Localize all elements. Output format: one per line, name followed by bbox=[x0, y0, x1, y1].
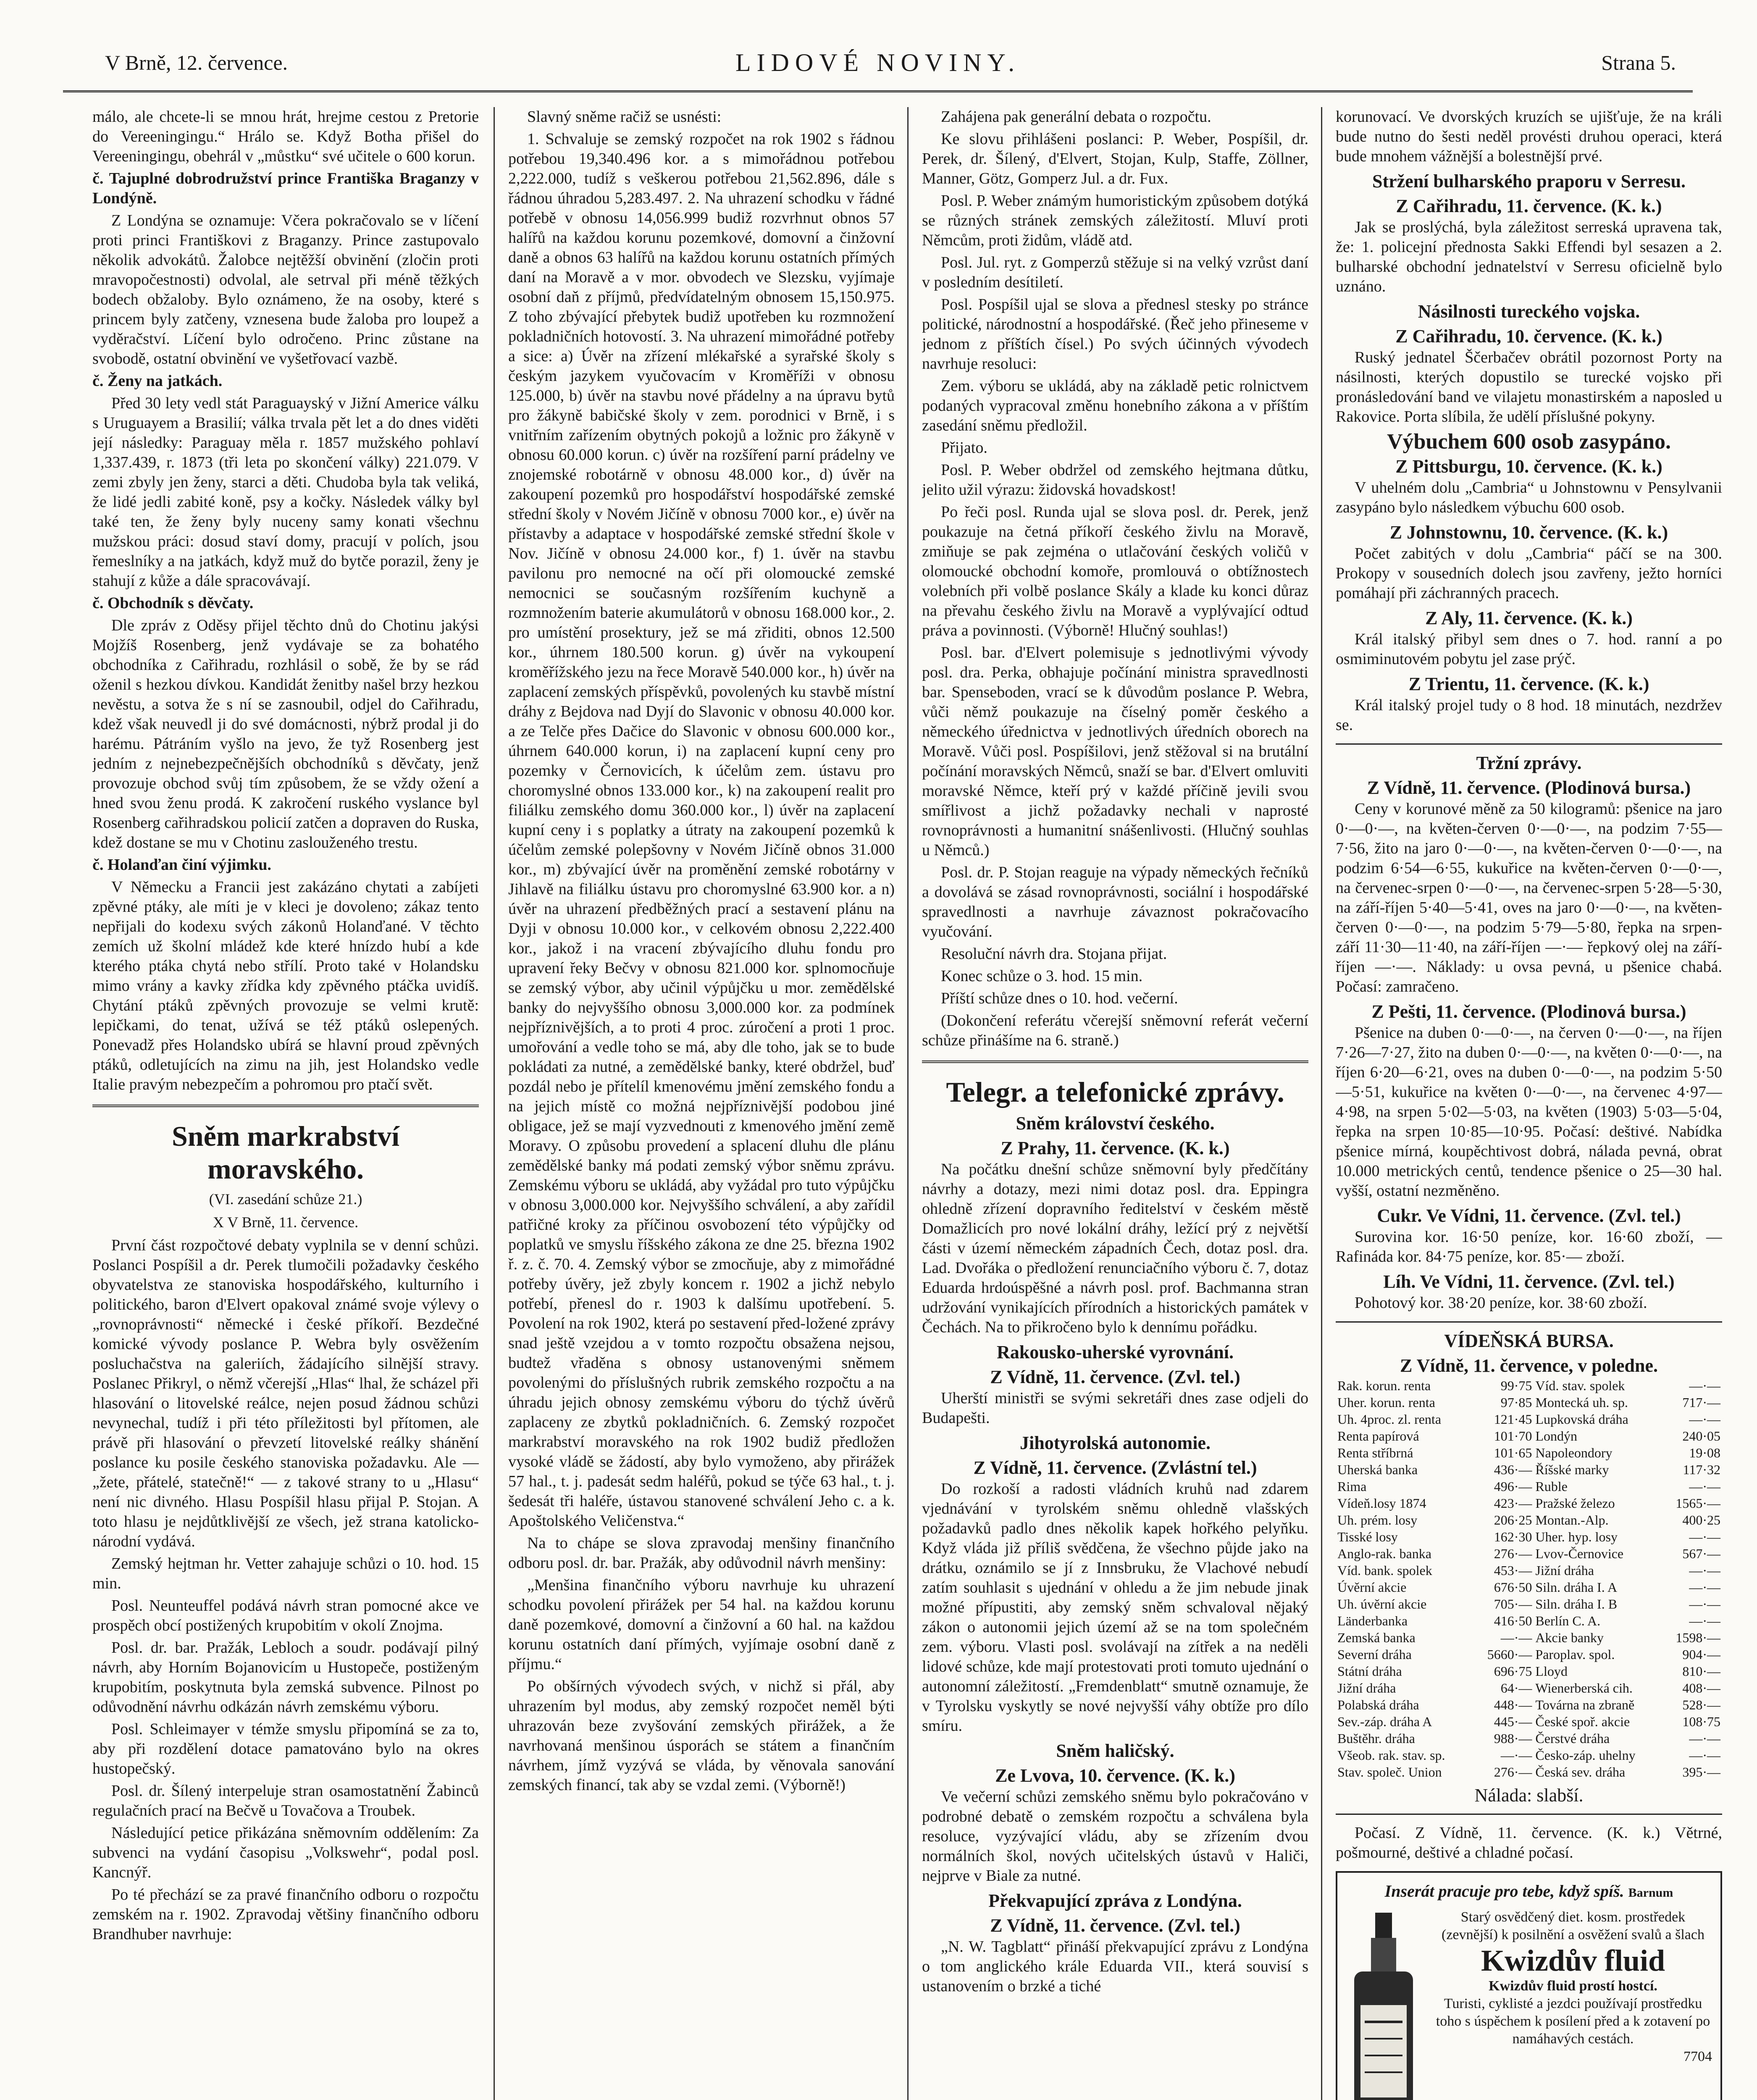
bourse-value: 99·75 bbox=[1500, 1378, 1532, 1393]
article-text: Po té přechází se za pravé finančního odboru o rozpočtu zemském na r. 1902. Zpravodaj většiny finančního odboru Brandhuber navrhuje: bbox=[92, 1886, 479, 1943]
article-text: Počet zabitých v dolu „Cambria“ páčí se na 300. Prokopy v sousedních dolech jsou zavřeny, ježto horníci pomáhají při záchranných pracech. bbox=[1336, 545, 1722, 602]
article-text: Ke slovu přihlášeni poslanci: P. Weber, Pospíšil, dr. Perek, dr. Šílený, d'Elvert, Stojan, Kulp, Staffe, Zöllner, Manner, Götz, Gomperz Jul. a dr. Fux. bbox=[922, 130, 1308, 187]
news-dateline: Z Pešti, 11. července. (Plodinová bursa.) bbox=[1371, 1001, 1686, 1022]
news-dateline: Z Cařihradu, 11. července. (K. k.) bbox=[1396, 196, 1662, 216]
bourse-value: 101·70 bbox=[1494, 1428, 1532, 1444]
bourse-row bbox=[1336, 1747, 1722, 1764]
bourse-row bbox=[1336, 1646, 1722, 1663]
article-heading: č. Tajuplné dobrodružství prince Františka Braganzy v Londýně. bbox=[92, 170, 479, 207]
article-text: málo, ale chcete-li se mnou hrát, hrejme cestou z Pretorie do Vereeningingu.“ Hrálo se. Když Botha přišel do Vereeningingu, obehrál v „můstku“ své učitele o 600 korun. bbox=[92, 108, 479, 165]
column-4 bbox=[1336, 107, 1722, 2100]
news-dateline: Z Cařihradu, 10. července. (K. k.) bbox=[1395, 326, 1662, 346]
bourse-row bbox=[1336, 1680, 1722, 1696]
article-text: „Menšina finančního výboru navrhuje ku uhrazení schodku povolení přirážek per 54 hal. na každou korunu daně pozemkové, domovní a činžovní a 60 hal. na každou korunu ostatních daní přímých, vyjímaje osobní daně z příjmu.“ bbox=[508, 1576, 895, 1673]
bourse-item: Renta stříbrná bbox=[1337, 1445, 1413, 1460]
bourse-value: 904·— bbox=[1682, 1647, 1720, 1662]
news-dateline: Ze Lvova, 10. července. (K. k.) bbox=[995, 1765, 1235, 1786]
article-text: 1. Schvaluje se zemský rozpočet na rok 1902 s řádnou potřebou 19,340.496 kor. a s mimořádnou potřebou 2,222.000, tudíž s veškerou potřebou 21,562.896, dále s řádnou úhradou 5,283.497. 2. Na uhrazení schodku v řádné potřebě v obnosu 14,056.999 budiž rozvrhnut obnos 57 halířů na každou korunu pozemkové, domovní a činžovní daně a obnos 63 halířů na každou korunu ostatních přímých daní na Moravě a v mor. obvodech ve Slezsku, vyjímaje osobní daň z příjmů, předvídatelným obnosem 15,150.975. Z toho zbývající přebytek budiž upotřeben ku rozmnožení pokladničních hotovostí. 3. Na uhrazení mimořádné potřeby a sice: a) Úvěr na zřízení mlékařské a syrařské školy s českým jazykem vyučovacím v Kroměříži v obnosu 125.000, b) úvěr na stavbu nové přádelny a na úpravu bytů pro žákyně babičské školy v zem. porodnici v Brně, i s vnitřním zařízením obytných pokojů a ložnic pro žákyně v obnosu 60.000 korun. c) úvěr na rozšíření parní prádelny ve znojemské robotárně v obnosu 48.000 kor., d) úvěr na zakoupení pozemků pro hospodářství hospodářské zemské střední školy v Novém Jičíně v obnosu 7000 kor., e) úvěr na přístavby a adaptace v hospodářské zemské střední škole v Nov. Jičíně v obnosu 24.000 kor., f) 1. úvěr na stavbu pavilonu pro nemocné na očí při olomoucké zemské nemocnici se současným rozšířením kuchyně a rozmnožením baterie akumulátorů v obnosu 168.000 kor., 2. pro umístění prosektury, jež se má zřiditi, obnos 12.500 kor., úhrnem 180.500 korun. g) úvěr na vykoupení kroměřížského jezu na řece Moravě 540.000 kor., h) úvěr na zaplacení zemských příspěvků, povolených ku stavbě místní dráhy z Bejdova nad Dyjí do Slavonic v obnosu 40.000 kor. a ze Telče přes Dačice do Slavonic v obnosu 600.000 kor., úhrnem 640.000 korun, i) na zaplacení kupní ceny pro pozemky v Černovicích, k účelům zem. ústavu pro choromyslné obnos 133.000 kor., k) na zakoupení realit pro filiálku zemského domu 360.000 kor., l) úvěr na zaplacení kupní ceny i s poplatky a útraty na zakoupení pozemků k účelům zemské polepšovny v Novém Jičíně obnos 31.000 kor., m) zbývající úvěr na proměnění zemské robotárny v Jihlavě na filiálku ústavu pro choromyslné 63.900 kor. a n) úvěr na uhrazení předběžných prací a sestavení plánu na Dyji v obnosu 10.000 kor., v celkovém obnosu 2,222.400 kor., jakož i na vracení zbývajícího dluhu fondu pro upravení řeky Bečvy v obnosu 821.000 kor. splnomocňuje se zemský výbor, aby učinil výpůjčku u mor. zemědělské banky do nejvyššího obnosu 3,000.000 kor. za podmínek nejpříznivějších, a to proti 4 proc. zúročení a proti 1 proc. umořování a vedle toho se má, aby dle toho, jak se to bude pokládati za nutné, a zemědělské banky, které obdržel, buď pozdál nebo je přítelíl kmenovému jmění zemského fondu a na jejich místě co možná nejpříznivější podobou jiné obligace, jež se mají vyzvednouti z kmenového jmění země Moravy. O způsobu provedení a splacení dluhu dle plánu zemědělské banky má podati zemský výbor sněmu zprávu. Zemskému výboru se ukládá, aby vyžádal pro tuto výpůjčku v obnosu 3,000.000 kor. Nejvyššího schválení, a aby zařídil patřičné kroky za příčinou osvobození této výpůjčky od poplatků ve smyslu říšského zákona ze dne 25. března 1902 ř. z. č. 70. 4. Zemský výbor se zmocňuje, aby z mimořádné potřeby úvěry, jež zbyly koncem r. 1902 a jichž nebylo potřebí, přenesl do r. 1903 k dalšímu upotřebení. 5. Povolení na rok 1902, která po sestavení před-ložené zprávy snad ještě vzejdou a v tomto rozpočtu obsažena nejsou, budtež vřaděna s obnosy ustanovenými sněmem povolenými do příslušných rubrik zemského rozpočtu a na úhradu jejich obnosy zemskému výboru do týchž úvěrů zaplaceny ze zbytků pokladničních. 6. Zemský rozpočet markrabství moravského na rok 1902 budiž předložen vysoké vládě se žádostí, aby bylo vymoženo, aby přirážek 57 hal., t. j. padesát sedm haléřů, pokud se týče 63 hal., t. j. šedesát tři haléře, ústavou stanovené schválení Jeho c. a k. Apoštolského Veličenstva.“ bbox=[508, 130, 895, 1530]
bourse-value: 276·— bbox=[1494, 1764, 1532, 1780]
ad-lead: Starý osvědčený diet. kosm. prostředek (zevnější) k posilnění a osvěžení svalů a šlach bbox=[1442, 1909, 1704, 1942]
bourse-value: 206·25 bbox=[1494, 1512, 1532, 1528]
article-text: Posl. dr. Šílený interpeluje stran osamostatnění Žabinců regulačních prací na Bečvě u Tovačova a Troubek. bbox=[92, 1782, 479, 1819]
news-heading: Výbuchem 600 osob zasypáno. bbox=[1387, 430, 1671, 454]
bourse-item: Stav. společ. Union bbox=[1337, 1764, 1442, 1780]
bourse-item: Renta papírová bbox=[1337, 1428, 1419, 1444]
article-text: Král italský projel tudy o 8 hod. 18 minutách, nezdržev se. bbox=[1336, 696, 1722, 734]
news-heading: Překvapující zpráva z Londýna. bbox=[988, 1890, 1242, 1911]
news-dateline: Z Vídně, 11. července. (Zvl. tel.) bbox=[990, 1367, 1240, 1387]
ad-slogan-author: Barnum bbox=[1628, 1886, 1673, 1900]
bourse-value: 436·— bbox=[1494, 1462, 1532, 1477]
section-divider bbox=[1336, 1814, 1722, 1815]
bourse-value: 445·— bbox=[1494, 1714, 1532, 1729]
column-divider bbox=[1321, 107, 1322, 2100]
article-text: Posl. P. Weber známým humoristickým způsobem dotýká se různých stránek zemských záležitostí. Mluví proti Němcům, proti židům, vládě atd. bbox=[922, 192, 1308, 249]
bourse-item: Siln. dráha I. A bbox=[1535, 1580, 1618, 1595]
bourse-item: Severní dráha bbox=[1337, 1647, 1412, 1662]
bourse-value: 64·— bbox=[1500, 1680, 1532, 1696]
article-text: Ve večerní schůzi zemského sněmu bylo pokračováno v podrobné debatě o zemském rozpočtu a schválena byla resoluce, vyzývající vládu, aby se zřízením dvou normálních škol, nových učitelských ústavů v Haliči, nejprve v Biale za nutné. bbox=[922, 1788, 1308, 1885]
bourse-row bbox=[1336, 1696, 1722, 1713]
article-heading: č. Ženy na jatkách. bbox=[92, 372, 223, 390]
bourse-value: 528·— bbox=[1682, 1697, 1720, 1712]
bourse-item: Česko-záp. uhelny bbox=[1535, 1748, 1636, 1763]
bourse-value: 988·— bbox=[1494, 1731, 1532, 1746]
article-text: Po obšírných vývodech svých, v nichž si přál, aby uhrazením byl modus, aby zemský rozpočet neměl býti uhrazován beze zvyšování zemských přirážek, a že navrhovaná menšinou úsporách se státem a finančním návrhem, jímž vyzývá se vláda, by věnovala sanování zemských financí, tak aby se vzdal zemi. (Výborně!) bbox=[508, 1677, 895, 1794]
article-text: Posl. bar. d'Elvert polemisuje s jednotlivými vývody posl. dra. Perka, obhajuje počínání ministra spravedlnosti bar. Spenseboden, vrací se k důvodům poslance P. Webra, vůči němž poukazuje na číselný poměr českého a německého úřednictva v jednotlivých úředních oborech na Moravě. Vůči posl. Pospíšilovi, jenž stěžoval si na brutální počínání moravských Němců, snaží se bar. d'Elvert omluviti moravské Němce, kteří prý v každé příčině jevili svou smířlivost a jichž požadavky nechali v naprosté rovnoprávnosti a humanitní snášenlivosti. (Hlučný souhlas u Němců.) bbox=[922, 644, 1308, 859]
article-text: V Německu a Francii jest zakázáno chytati a zabíjeti zpěvné ptáky, ale míti je v kleci je dovoleno; zákaz tento nepřijali do kodexu svých zákonů Holanďané. V těchto zemích už školní mládež kde které hnízdo hubí a kde kterého ptáka chytá nebo střílí. Proto také v Holandsku mimo vrány a kavky zřídka kdy zpěvného ptáčka uvidíš. Chytání ptáků zpěvných provozuje se velmi krutě: lepičkami, do tenat, užívá se též ptáků oslepených. Ponevadž přes Holandsko ubírá se hlavní proud zpěvných ptáků, odletujících na zimu na jih, jest Holandsko vedle Italie pravým nebezpečím a pohromou pro ptačí svět. bbox=[92, 878, 479, 1093]
bourse-table bbox=[1336, 1377, 1722, 1780]
bourse-item: Tisské losy bbox=[1337, 1529, 1398, 1544]
article-text: Na počátku dnešní schůze sněmovní byly předčítány návrhy a dotazy, mezi nimi dotaz posl. dra. Eppingra ohledně zřízení dopravního ředitelství v českém městě Domažlicích pro nové lokální dráhy, ležící prý z největší části v území německém západních Čech, dotaz posl. dra. Lad. Dvořáka o předložení renunciačního výboru č. 7, dotaz Eduarda hrdoúspěšné a návrh posl. prof. Bachmanna stran udržování vynikajících přírodních a historických památek v Čechách. Na to přikročeno bylo k dennímu pořádku. bbox=[922, 1160, 1308, 1336]
bourse-value: 453·— bbox=[1494, 1563, 1532, 1578]
article-text: Posl. Pospíšil ujal se slova a přednesl stesky po stránce politické, národnostní a hospodářské. (Řeč jeho přineseme v jednom z příštích čísel.) Po svých účinných vývodech navrhuje resoluci: bbox=[922, 296, 1308, 373]
bourse-item: Uher. hyp. losy bbox=[1535, 1529, 1618, 1544]
bourse-item: Berlín C. A. bbox=[1535, 1613, 1601, 1628]
bourse-item: Länderbanka bbox=[1337, 1613, 1408, 1628]
bourse-item: Čerstvé dráha bbox=[1535, 1731, 1610, 1746]
bourse-value: —·— bbox=[1500, 1630, 1532, 1645]
bourse-item: Paroplav. spol. bbox=[1535, 1647, 1615, 1662]
section-subtitle: (VI. zasedání schůze 21.) bbox=[209, 1191, 362, 1208]
article-text: Konec schůze o 3. hod. 15 min. bbox=[941, 967, 1143, 985]
bourse-row bbox=[1336, 1713, 1722, 1730]
article-heading: č. Holanďan činí výjimku. bbox=[92, 856, 271, 874]
news-dateline: Z Johnstownu, 10. července. (K. k.) bbox=[1389, 522, 1668, 543]
bourse-row bbox=[1336, 1394, 1722, 1411]
article-text: Posl. dr. P. Stojan reaguje na výpady německých řečníků a dovolává se zásad rovnoprávnosti, sociální i hospodářské spravedlnosti a navrhuje závaznost pokračovacího vyučování. bbox=[922, 864, 1308, 940]
bourse-row bbox=[1336, 1461, 1722, 1478]
ad-slogan-text: Inserát pracuje pro tebe, když spíš. bbox=[1384, 1882, 1624, 1900]
bourse-row bbox=[1336, 1629, 1722, 1646]
bourse-value: 448·— bbox=[1494, 1697, 1532, 1712]
article-text: Král italský přibyl sem dnes o 7. hod. ranní a po osmiminutovém pobytu jel zase prýč. bbox=[1336, 630, 1722, 668]
news-dateline: Z Trientu, 11. července. (K. k.) bbox=[1408, 674, 1649, 694]
bourse-value: 108·75 bbox=[1682, 1714, 1720, 1729]
dateline: X V Brně, 11. července. bbox=[213, 1214, 359, 1231]
news-heading: Násilnosti tureckého vojska. bbox=[1418, 301, 1640, 322]
bourse-value: —·— bbox=[1689, 1378, 1720, 1393]
bourse-item: Jižní dráha bbox=[1337, 1680, 1396, 1696]
bourse-value: —·— bbox=[1689, 1412, 1720, 1427]
column-divider bbox=[907, 107, 909, 2100]
bourse-item: Zemská banka bbox=[1337, 1630, 1416, 1645]
bourse-item: Víd. stav. spolek bbox=[1535, 1378, 1625, 1393]
article-text: Zemský hejtman hr. Vetter zahajuje schůzi o 10. hod. 15 min. bbox=[92, 1555, 479, 1592]
bourse-value: 1565·— bbox=[1676, 1496, 1720, 1511]
news-heading: Jihotyrolská autonomie. bbox=[1020, 1433, 1211, 1453]
bourse-item: Rak. korun. renta bbox=[1337, 1378, 1431, 1393]
bourse-value: 101·65 bbox=[1494, 1445, 1532, 1460]
bourse-item: Sev.-záp. dráha A bbox=[1337, 1714, 1432, 1729]
article-text: (Dokončení referátu včerejší sněmovní referát večerní schůze přinášíme na 6. straně.) bbox=[922, 1012, 1308, 1049]
bourse-value: 97·85 bbox=[1500, 1395, 1532, 1410]
page-number: Strana 5. bbox=[1601, 51, 1676, 74]
bourse-value: 676·50 bbox=[1494, 1580, 1532, 1595]
article-text: V uhelném dolu „Cambria“ u Johnstownu v Pensylvanii zasypáno bylo následkem výbuchu 600 osob. bbox=[1336, 479, 1722, 516]
masthead-title: LIDOVÉ NOVINY. bbox=[735, 49, 1021, 76]
news-dateline: Z Prahy, 11. července. (K. k.) bbox=[1001, 1138, 1230, 1158]
bourse-item: Česká sev. dráha bbox=[1535, 1764, 1626, 1780]
bourse-row bbox=[1336, 1428, 1722, 1444]
bourse-item: Napoleondory bbox=[1535, 1445, 1613, 1460]
article-text: Dle zpráv z Oděsy přijel těchto dnů do Chotinu jakýsi Mojžíš Rosenberg, jenž vydávaje se za bohatého obchodníka z Cařihradu, rozhlásil o sobě, že by se rád oženil s hezkou dívkou. Kandidát ženitby našel brzy hezkou nevěstu, a sotva že s ní se zasnoubil, odjel do Cařihradu, kdež však neuvedl ji do své domácnosti, nýbrž prodal ji do harému. Pátráním vyšlo na jevo, že tyž Rosenberg jest jedním z nejnebezpečnějších obchodníků s děvčaty, jenž provozuje obchod svůj tím způsobem, že se vždy ožení a hned svou ženu prodá. K zakročení ruského vyslance byl Rosenberg cařihradskou policií zatčen a dopraven do Ruska, kdež dostane se mu v Chotinu zaslouženého trestu. bbox=[92, 617, 479, 851]
article-text: Po řeči posl. Runda ujal se slova posl. dr. Perek, jenž poukazuje na četná příkoří českého živlu na Moravě, zmiňuje se pak zejména o utlačování českých voličů v olomoucké obchodní komoře, promlouvá o obtížnostech volebních při volbě poslance Skály a klade ku konci důraz na převahu českého živlu na Moravě a vyplývající odtud práva a povinnosti. (Výborně! Hlučný souhlas!) bbox=[922, 503, 1308, 639]
section-title: Telegr. a telefonické zprávy. bbox=[946, 1076, 1284, 1108]
bourse-value: —·— bbox=[1689, 1580, 1720, 1595]
news-heading: Tržní zprávy. bbox=[1476, 753, 1582, 773]
bourse-item: Londýn bbox=[1535, 1428, 1577, 1444]
bourse-item: Lupkovská dráha bbox=[1535, 1412, 1628, 1427]
page-header bbox=[63, 40, 1693, 92]
column-2 bbox=[508, 107, 895, 2100]
bourse-item: Polabská dráha bbox=[1337, 1697, 1419, 1712]
bourse-value: 240·05 bbox=[1682, 1428, 1720, 1444]
bourse-item: Lloyd bbox=[1535, 1664, 1568, 1679]
bourse-row bbox=[1336, 1478, 1722, 1495]
bourse-item: Továrna na zbraně bbox=[1535, 1697, 1635, 1712]
bourse-value: 496·— bbox=[1494, 1479, 1532, 1494]
bourse-value: 5660·— bbox=[1487, 1647, 1532, 1662]
market-text: Surovina kor. 16·50 peníze, kor. 16·60 zboží, — Rafináda kor. 84·75 peníze, kor. 85·— zboží. bbox=[1336, 1228, 1722, 1265]
news-heading: Sněm haličský. bbox=[1056, 1740, 1174, 1761]
bourse-value: —·— bbox=[1689, 1731, 1720, 1746]
bourse-value: 696·75 bbox=[1494, 1664, 1532, 1679]
column-3 bbox=[922, 107, 1308, 2100]
bourse-value: —·— bbox=[1689, 1479, 1720, 1494]
article-heading: č. Obchodník s děvčaty. bbox=[92, 594, 254, 612]
article-text: Na to chápe se slova zpravodaj menšiny finančního odboru posl. dr. bar. Pražák, aby odůvodnil návrh menšiny: bbox=[508, 1534, 895, 1572]
bourse-value: 416·50 bbox=[1494, 1613, 1532, 1628]
article-text: Posl. Schleimayer v témže smyslu připomíná se za to, aby při rozdělení dotace pamatováno bylo na okres hustopečský. bbox=[92, 1720, 479, 1777]
bourse-row bbox=[1336, 1444, 1722, 1461]
bourse-item: Vídeň.losy 1874 bbox=[1337, 1496, 1426, 1511]
article-text: korunovací. Ve dvorských kruzích se ujišťuje, že na králi bude nutno do šesti neděl provésti druhou operaci, která bude mnohem vážnější a bolestnější prvé. bbox=[1336, 108, 1722, 165]
section-divider bbox=[922, 1060, 1308, 1063]
bourse-dateline: Z Vídně, 11. července, v poledne. bbox=[1400, 1355, 1658, 1376]
bourse-item: Víd. bank. spolek bbox=[1337, 1563, 1432, 1578]
article-text: Zem. výboru se ukládá, aby na základě petic rolnictvem podaných vypracoval změnu honebního zákona a v příštím zasedání sněmu předložil. bbox=[922, 377, 1308, 434]
article-text: První část rozpočtové debaty vyplnila se v denní schůzi. Poslanci Pospíšil a dr. Perek tlumočili požadavky českého obyvatelstva ze stanoviska hospodářského, kulturního i politického, baron d'Elvert opakoval známé svoje výlevy o „rovnoprávnosti“ německé i české příkoří. Bezdečné komické vývody poslance P. Webra byly osvěžením posluchačstva na galeriích, žádajícího silnější stravy. Poslanec Přikryl, o němž včerejší „Hlas“ lhal, že scházel při hlasování o litovelské reálce, nejen posud žádnou schůzi nevynechal, tudíž i při této příležitosti byl přítomen, ale právě při hlasování o převzetí litovelské reálky shánění poslance ku posile českého stanoviska požadavku. Ale — „žete, přátelé, statečně!“ — z takové strany to u „Hlasu“ není nic divného. Hlasu Pospíšil hlasu přijal P. Stojan. A toto hlasu je nejdůtklivější ze všech, jež strana katolicko-národní vydává. bbox=[92, 1236, 479, 1550]
market-text: Pohotový kor. 38·20 peníze, kor. 38·60 zboží. bbox=[1355, 1294, 1647, 1312]
kwizda-advertisement bbox=[1336, 1871, 1722, 2100]
article-text: „N. W. Tagblatt“ přináší překvapující zprávu z Londýna o tom anglického krále Eduarda VII., která souvisí s ustanovením o brzké a tiché bbox=[922, 1938, 1308, 1995]
bourse-value: —·— bbox=[1689, 1613, 1720, 1628]
bourse-item: Uh. úvěrní akcie bbox=[1337, 1596, 1427, 1612]
news-dateline: Z Vídně, 11. července. (Zvl. tel.) bbox=[990, 1915, 1240, 1936]
column-1 bbox=[92, 107, 479, 2100]
bourse-value: 276·— bbox=[1494, 1546, 1532, 1561]
news-dateline: Z Pittsburgu, 10. července. (K. k.) bbox=[1395, 456, 1662, 477]
ad-brand-sub: Kwizdův fluid prostí hostcí. bbox=[1489, 1978, 1657, 1994]
bourse-item: Uher. korun. renta bbox=[1337, 1395, 1435, 1410]
ad-text: Turisti, cyklisté a jezdci používají prostředku toho s úspěchem k posílení před a k zotavení po namáhavých cestách. bbox=[1436, 1996, 1710, 2047]
article-text: Jak se proslýchá, byla záležitost serreská upravena tak, že: 1. policejní přednosta Sakki Effendi byl sesazen a 2. bulharské obchodní jednatelství v Serresu oficielně bylo uznáno. bbox=[1336, 218, 1722, 295]
article-text: Následující petice přikázána sněmovním oddělením: Za subvenci na vydání časopisu „Volkswehr“, podal posl. Kancnýř. bbox=[92, 1824, 479, 1881]
bourse-value: 567·— bbox=[1682, 1546, 1720, 1561]
bourse-value: —·— bbox=[1500, 1748, 1532, 1763]
bourse-value: 400·25 bbox=[1682, 1512, 1720, 1528]
news-heading: Stržení bulharského praporu v Serresu. bbox=[1372, 171, 1686, 192]
market-text: Ceny v korunové měně za 50 kilogramů: pšenice na jaro 0·—0·—, na květen-červen 0·—0·—, na podzim 7·55—7·56, žito na jaro 0·—0·—, na květen-červen 0·—0·—, na podzim 6·54—6·55, kukuřice na květen-červen 0·—0·—, na červenec-srpen 0·—0·—, na červenec-srpen 5·28—5·30, na září-říjen 5·40—5·41, oves na jaro 0·—0·—, na květen-červen 0·—0·—, na podzim 5·79—5·80, řepka na srpen-září 11·30—11·40, na září-říjen —·— řepkový olej na září-říjen —·—. Náklady: u ovsa pevná, u pšenice chabá. Počasí: zamračeno. bbox=[1336, 800, 1722, 995]
news-heading: Sněm království českého. bbox=[1016, 1113, 1215, 1134]
bourse-item: Rima bbox=[1337, 1479, 1367, 1494]
ad-number: 7704 bbox=[1683, 2049, 1712, 2064]
header-date: V Brně, 12. července. bbox=[105, 51, 288, 74]
bourse-item: Pražské železo bbox=[1535, 1496, 1615, 1511]
page-columns bbox=[92, 107, 1722, 2100]
article-text: Posl. Neunteuffel podává návrh stran pomocné akce ve prospěch obcí postižených krupobitím v okolí Znojma. bbox=[92, 1597, 479, 1634]
bourse-item: České spoř. akcie bbox=[1535, 1714, 1630, 1729]
bourse-item: Siln. dráha I. B bbox=[1535, 1596, 1618, 1612]
ad-brand: Kwizdův fluid bbox=[1481, 1944, 1665, 1977]
article-text: Slavný sněme račiž se usnésti: bbox=[527, 108, 722, 126]
article-text: Posl. P. Weber obdržel od zemského hejtmana důtku, jelito užil výrazu: židovská hovadskost! bbox=[922, 461, 1308, 499]
section-title: Sněm markrabství moravského. bbox=[171, 1120, 400, 1185]
market-text: Pšenice na duben 0·—0·—, na červen 0·—0·—, na říjen 7·26—7·27, žito na duben 0·—0·—, na květen 0·—0·—, na říjen 6·20—6·21, oves na duben 0·—0·—, na podzim 5·50—5·51, kukuřice na květen 0·—0·—, na červenec 4·97—4·98, na srpen 5·02—5·03, na květen (1903) 5·03—5·04, řepka na srpen 10·85—10·95. Počasí: deštivé. Nabídka pšenice mírná, koupěchtivost dobrá, nálada pevná, obrat 10.000 metrických centů, tendence pšenice o 25—30 hal. vyšší, ostatní nezměněno. bbox=[1336, 1024, 1722, 1200]
bourse-value: 717·— bbox=[1682, 1395, 1720, 1410]
bourse-item: Buštěhr. dráha bbox=[1337, 1731, 1415, 1746]
bourse-value: 423·— bbox=[1494, 1496, 1532, 1511]
bourse-item: Uh. prém. losy bbox=[1337, 1512, 1418, 1528]
bourse-value: 121·45 bbox=[1494, 1412, 1532, 1427]
bourse-item: Akcie banky bbox=[1535, 1630, 1604, 1645]
bourse-row bbox=[1336, 1545, 1722, 1562]
column-divider bbox=[494, 107, 495, 2100]
bourse-row bbox=[1336, 1528, 1722, 1545]
bourse-row bbox=[1336, 1612, 1722, 1629]
bourse-item: Montan.-Alp. bbox=[1535, 1512, 1609, 1528]
article-text: Přijato. bbox=[941, 439, 987, 457]
article-text: Příští schůze dnes o 10. hod. večerní. bbox=[941, 990, 1178, 1007]
news-dateline: Z Aly, 11. července. (K. k.) bbox=[1425, 608, 1633, 628]
bourse-row bbox=[1336, 1596, 1722, 1612]
article-text: Ruský jednatel Ščerbačev obrátil pozornost Porty na násilnosti, kterých dopustilo se turecké vojsko při pronásledování band ve vilajetu monastirském a naposled u Rakovice. Porta slíbila, že udělí příslušné pokyny. bbox=[1336, 349, 1722, 425]
bourse-item: Všeob. rak. stav. sp. bbox=[1337, 1748, 1445, 1763]
bourse-item: Úvěrní akcie bbox=[1337, 1580, 1407, 1595]
bourse-value: 395·— bbox=[1682, 1764, 1720, 1780]
news-dateline: Líh. Ve Vídni, 11. července. (Zvl. tel.) bbox=[1383, 1271, 1675, 1292]
bourse-row bbox=[1336, 1663, 1722, 1680]
bourse-value: —·— bbox=[1689, 1748, 1720, 1763]
article-text: Uherští ministři se svými sekretáři dnes zase odjeli do Budapešti. bbox=[922, 1389, 1308, 1427]
article-text: Do rozkoší a radosti vládních kruhů nad zdarem vjednávání v tyrolském sněmu ohledně vlašských požadavků padlo dnes několik kapek hořkého pelyňku. Když vláda již příliš svědčena, že všechno půjde jako na drátku, oznámilo se jí z Innsbruku, že Vlachové nebudí zatím souhlasit s ujednání v ohledu a že jim nebude jinak možné přípustiti, aby zemský sněm schvaloval nějaký zákon o autonomii jejich území až se na tom společném zem. výboru. Vlasti posl. svolávají na zítřek a na neděli lidové schůze, kde mají protestovati proti tomuto ujednání o autonomní záležitostí. „Fremdenblatt“ smutně oznamuje, že v Tyrolsku vyskytly se nové nejvyšší váhy obtíže pro dílo smíru. bbox=[922, 1480, 1308, 1735]
bourse-row bbox=[1336, 1730, 1722, 1747]
news-heading: Rakousko-uherské vyrovnání. bbox=[997, 1342, 1234, 1362]
bourse-item: Anglo-rak. banka bbox=[1337, 1546, 1431, 1561]
article-text: Zahájena pak generální debata o rozpočtu. bbox=[941, 108, 1211, 126]
bourse-row bbox=[1336, 1579, 1722, 1596]
bourse-heading: VÍDEŇSKÁ BURSA. bbox=[1444, 1331, 1614, 1351]
bourse-value: 1598·— bbox=[1676, 1630, 1720, 1645]
article-text: Před 30 lety vedl stát Paraguayský v Jižní Americe válku s Uruguayem a Brasilií; válka trvala pět let a do dnes viděti její následky: Paraguay měla r. 1857 mužského pohlaví 1,337.439, r. 1873 (tři leta po skončení války) 221.079. V zemi zbyly jen ženy, starci a děti. Chudoba byla tak veliká, že lidé jedli zabité koně, psy a kočky. Následek války byl také ten, že ženy byly nuceny samy konati všechnu mužskou práci: dosud staví domy, pracují v polích, jsou řemeslníky a na jatkách, když muž do bytče porazil, ženy je stahují z kůže a dále spracovávají. bbox=[92, 394, 479, 590]
section-divider bbox=[92, 1105, 479, 1107]
bourse-item: Wienerberská cih. bbox=[1535, 1680, 1633, 1696]
news-dateline: Cukr. Ve Vídni, 11. července. (Zvl. tel.) bbox=[1377, 1205, 1681, 1226]
bourse-value: 19·08 bbox=[1689, 1445, 1720, 1460]
section-divider bbox=[1336, 743, 1722, 745]
bourse-value: —·— bbox=[1689, 1596, 1720, 1612]
bourse-item: Ruble bbox=[1535, 1479, 1568, 1494]
article-text: Resoluční návrh dra. Stojana přijat. bbox=[941, 945, 1167, 963]
bourse-value: 162·30 bbox=[1494, 1529, 1532, 1544]
section-divider bbox=[1336, 1321, 1722, 1323]
bourse-item: Státní dráha bbox=[1337, 1664, 1402, 1679]
bourse-mood: Nálada: slabší. bbox=[1474, 1785, 1584, 1806]
bourse-item: Lvov-Černovice bbox=[1535, 1546, 1624, 1561]
bourse-item: Montecká uh. sp. bbox=[1535, 1395, 1628, 1410]
bourse-item: Říšské marky bbox=[1535, 1462, 1609, 1477]
bourse-value: —·— bbox=[1689, 1563, 1720, 1578]
bourse-value: 117·32 bbox=[1683, 1462, 1720, 1477]
bourse-value: 705·— bbox=[1494, 1596, 1532, 1612]
bourse-item: Uherská banka bbox=[1337, 1462, 1418, 1477]
article-text: Z Londýna se oznamuje: Včera pokračovalo se v líčení proti princi Františkovi z Braganzy. Prince zastupovalo několik advokátů. Žalobce nejtěžší obvinění (zločin proti mravopočestnosti) odvolal, ale setrval při méně těžkých bodech obžaloby. Bylo oznámeno, že na osoby, které s princem byly zatčeny, vznesena bude žaloba pro loupež a vyděračství. Líčení bylo odročeno. Princ zůstane na svobodě, ostatní obvinění ve vyšetřovací vazbě. bbox=[92, 212, 479, 368]
news-dateline: Z Vídně, 11. července. (Plodinová bursa.) bbox=[1367, 777, 1691, 798]
bourse-value: 810·— bbox=[1682, 1664, 1720, 1679]
weather-text: Počasí. Z Vídně, 11. července. (K. k.) Větrné, pošmourné, deštivé a chladné počasí. bbox=[1336, 1824, 1722, 1861]
bourse-row bbox=[1336, 1411, 1722, 1428]
bourse-row bbox=[1336, 1377, 1722, 1394]
article-text: Posl. dr. bar. Pražák, Lebloch a soudr. podávají pilný návrh, aby Horním Bojanovicím u Hustopeče, postiženým krupobitím, poskytnuta byla zemská subvence. Pilnost po odůvodnění návrhu odkázán návrh zemskému výboru. bbox=[92, 1639, 479, 1716]
bourse-item: Uh. 4proc. zl. renta bbox=[1337, 1412, 1442, 1427]
bottle-illustration bbox=[1346, 1913, 1421, 2100]
bourse-row bbox=[1336, 1562, 1722, 1579]
article-text: Posl. Jul. ryt. z Gomperzů stěžuje si na velký vzrůst daní v posledním desítiletí. bbox=[922, 254, 1308, 291]
bourse-row bbox=[1336, 1512, 1722, 1528]
bourse-row bbox=[1336, 1495, 1722, 1512]
bourse-item: Jižní dráha bbox=[1535, 1563, 1594, 1578]
ad-slogan bbox=[1346, 1881, 1712, 1903]
bourse-row bbox=[1336, 1764, 1722, 1780]
bourse-value: 408·— bbox=[1682, 1680, 1720, 1696]
bourse-value: —·— bbox=[1689, 1529, 1720, 1544]
news-dateline: Z Vídně, 11. července. (Zvlástní tel.) bbox=[973, 1457, 1257, 1478]
